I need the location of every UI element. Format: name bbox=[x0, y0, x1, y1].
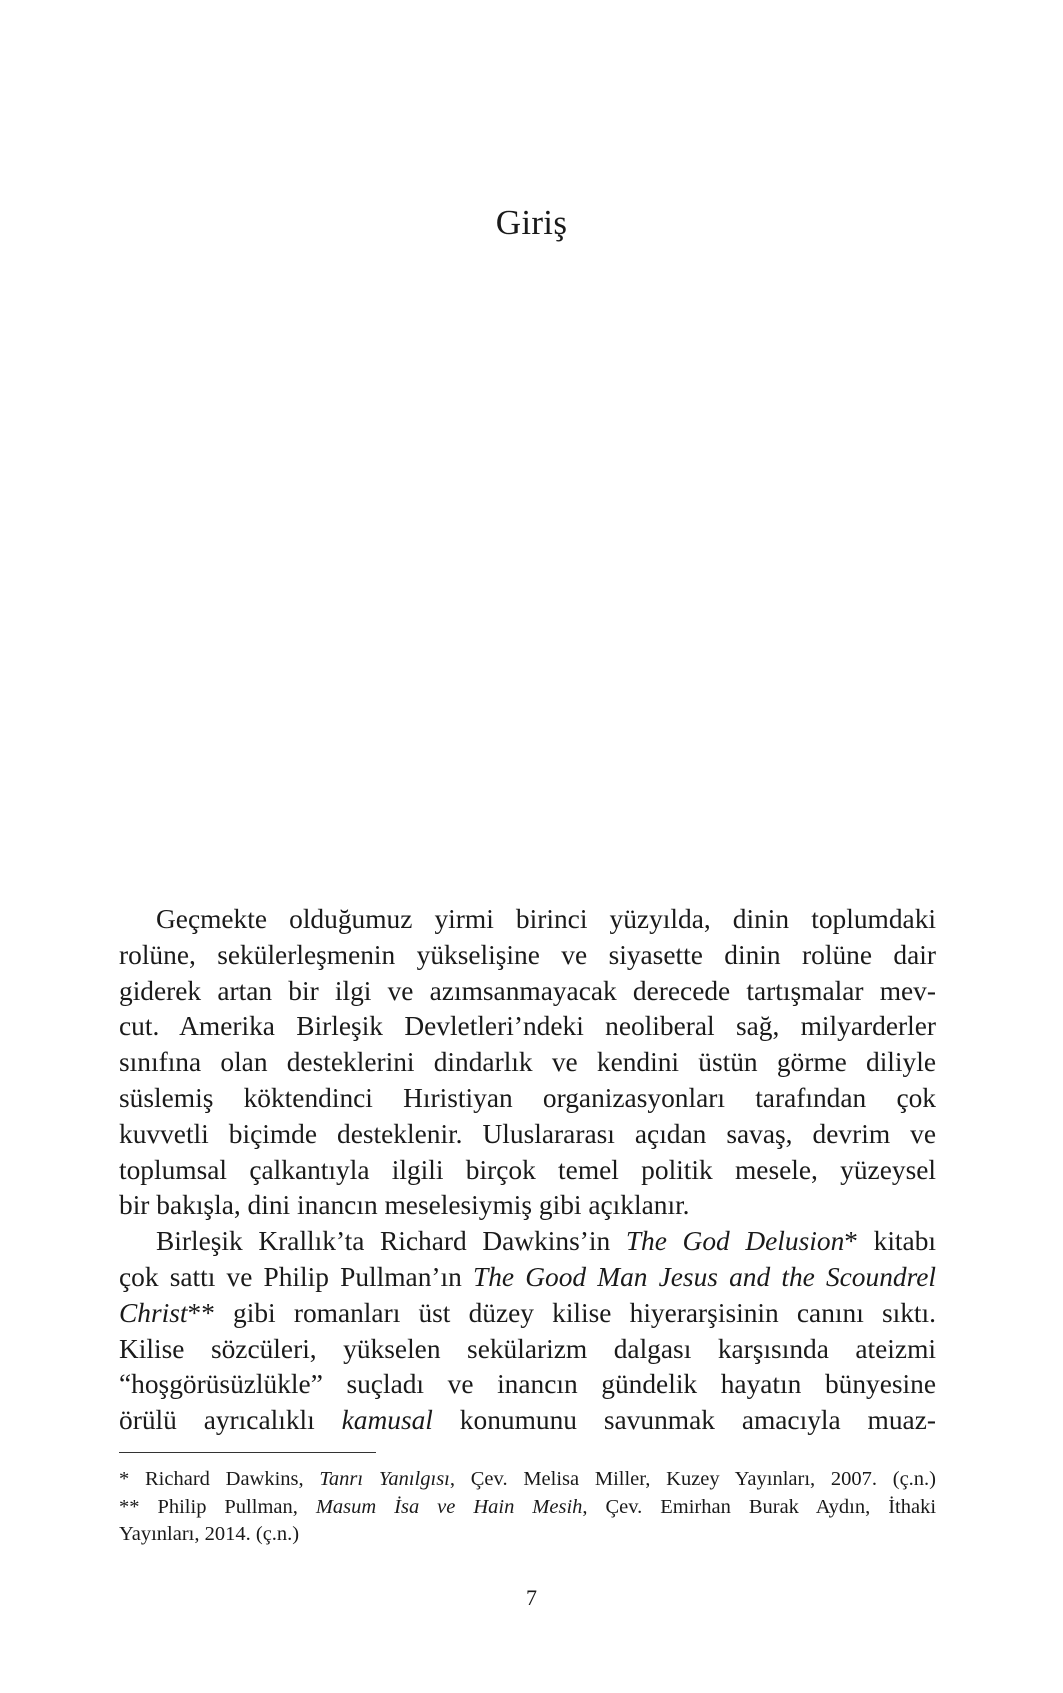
page-number: 7 bbox=[526, 1585, 537, 1610]
text-run: * Richard Dawkins, bbox=[119, 1468, 320, 1490]
text-run: örülü ayrıcalıklı bbox=[119, 1405, 342, 1436]
text-run: sınıfına olan desteklerini dindarlık ve kendini üstün görme diliyle bbox=[119, 1047, 936, 1078]
body-line bbox=[119, 1009, 936, 1045]
body-line bbox=[119, 1260, 936, 1296]
italic-text-run: Masum İsa ve Hain Mesih bbox=[315, 1495, 583, 1518]
text-run: ** gibi romanları üst düzey kilise hiyerarşisinin canını sıktı. bbox=[187, 1297, 936, 1328]
text-run: süslemiş köktendinci Hıristiyan organizasyonları tarafından çok bbox=[119, 1082, 936, 1113]
footnote-line bbox=[119, 1466, 936, 1494]
footnote-line bbox=[119, 1494, 936, 1522]
italic-text-run: Christ bbox=[119, 1297, 188, 1328]
italic-text-run: The Good Man Jesus and the Scoundrel bbox=[473, 1261, 936, 1292]
footnotes bbox=[119, 1466, 936, 1549]
body-line bbox=[119, 1224, 936, 1260]
text-run: bir bakışla, dini inancın meselesiymiş gibi açıklanır. bbox=[119, 1190, 690, 1221]
body-line bbox=[119, 1081, 936, 1117]
text-run: konumunu savunmak amacıyla muaz- bbox=[432, 1405, 936, 1436]
text-run: çok sattı ve Philip Pullman’ın bbox=[119, 1261, 473, 1292]
footnote bbox=[119, 1494, 936, 1549]
text-run: cut. Amerika Birleşik Devletleri’ndeki neoliberal sağ, milyarderler bbox=[119, 1011, 936, 1042]
chapter-title: Giriş bbox=[495, 203, 568, 242]
body-line bbox=[119, 1403, 936, 1439]
body-line bbox=[119, 1367, 936, 1403]
italic-text-run: Tanrı Yanılgısı bbox=[319, 1468, 450, 1490]
text-run: Yayınları, 2014. (ç.n.) bbox=[119, 1523, 300, 1545]
body-text bbox=[119, 902, 936, 1439]
text-run: Kilise sözcüleri, yükselen sekülarizm dalgası karşısında ateizmi bbox=[119, 1333, 936, 1364]
text-run: Birleşik Krallık’ta Richard Dawkins’in bbox=[156, 1226, 626, 1257]
text-run: * kitabı bbox=[844, 1226, 937, 1257]
footnote-line bbox=[119, 1521, 936, 1549]
body-line bbox=[119, 1117, 936, 1153]
text-run: rolüne, sekülerleşmenin yükselişine ve siyasette dinin rolüne dair bbox=[119, 939, 936, 970]
body-line bbox=[119, 974, 936, 1010]
body-line bbox=[119, 1296, 936, 1332]
text-run: toplumsal çalkantıyla ilgili birçok temel politik mesele, yüzeysel bbox=[119, 1154, 936, 1185]
body-line bbox=[119, 902, 936, 938]
body-line bbox=[119, 1045, 936, 1081]
italic-text-run: kamusal bbox=[341, 1405, 433, 1436]
footnote-divider bbox=[119, 1452, 376, 1453]
text-run: giderek artan bir ilgi ve azımsanmayacak derecede tartışmalar mev- bbox=[119, 975, 936, 1006]
footnote bbox=[119, 1466, 936, 1494]
body-line bbox=[119, 938, 936, 974]
text-run: , Çev. Emirhan Burak Aydın, İthaki bbox=[582, 1495, 937, 1518]
text-run: kuvvetli biçimde desteklenir. Uluslararası açıdan savaş, devrim ve bbox=[119, 1118, 936, 1149]
body-line bbox=[119, 1153, 936, 1189]
italic-text-run: The God Delusion bbox=[625, 1226, 845, 1257]
text-run: Geçmekte olduğumuz yirmi birinci yüzyılda, dinin toplumdaki bbox=[156, 904, 936, 934]
body-line bbox=[119, 1188, 936, 1224]
text-run: “hoşgörüsüzlükle” suçladı ve inancın gündelik hayatın bünyesine bbox=[119, 1369, 936, 1400]
text-run: ** Philip Pullman, bbox=[119, 1495, 316, 1518]
text-run: , Çev. Melisa Miller, Kuzey Yayınları, 2007. (ç.n.) bbox=[449, 1468, 937, 1490]
body-line bbox=[119, 1332, 936, 1368]
